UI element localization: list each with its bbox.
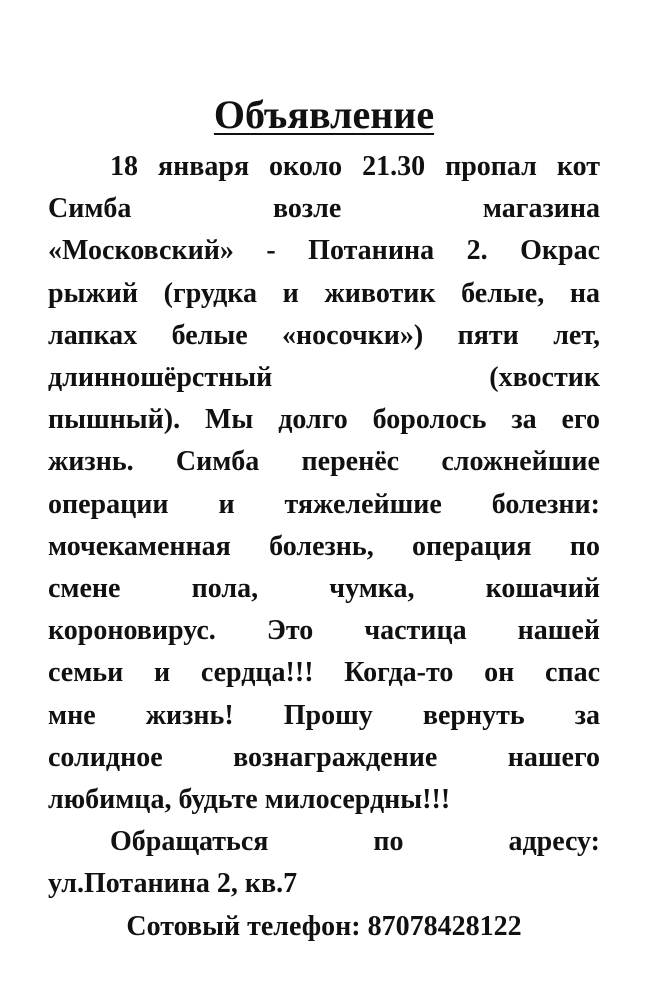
announcement-body [48, 146, 600, 821]
body-line: семьи и сердца!!! Когда-то он спас [48, 657, 600, 689]
body-line: мне жизнь! Прошу вернуть за [48, 699, 600, 731]
body-line: лапках белые «носочки») пяти лет, [48, 319, 600, 351]
body-line: пышный). Мы долго боролось за его [48, 404, 600, 436]
body-line: солидное вознаграждение нашего [48, 741, 600, 773]
contact-line: Обращаться по адресу: [110, 826, 600, 858]
body-line: Симба возле магазина [48, 193, 600, 225]
contact-block [48, 821, 600, 948]
body-line: мочекаменная болезнь, операция по [48, 530, 600, 562]
contact-address: ул.Потанина 2, кв.7 [48, 868, 298, 900]
body-line: операции и тяжелейшие болезни: [48, 488, 600, 520]
announcement-page [48, 90, 600, 948]
body-line: рыжий (грудка и животик белые, на [48, 277, 600, 309]
body-line: жизнь. Симба перенёс сложнейшие [48, 446, 600, 478]
body-line: короновирус. Это частица нашей [48, 615, 600, 647]
body-line: «Московский» - Потанина 2. Окрас [48, 235, 600, 267]
announcement-title: Объявление [213, 92, 435, 137]
body-line: смене пола, чумка, кошачий [48, 573, 600, 605]
body-line: любимца, будьте милосердны!!! [48, 784, 451, 816]
phone-line: Сотовый телефон: 87078428122 [126, 910, 522, 942]
body-line: 18 января около 21.30 пропал кот [110, 151, 600, 182]
body-line: длинношёрстный (хвостик [48, 362, 600, 394]
